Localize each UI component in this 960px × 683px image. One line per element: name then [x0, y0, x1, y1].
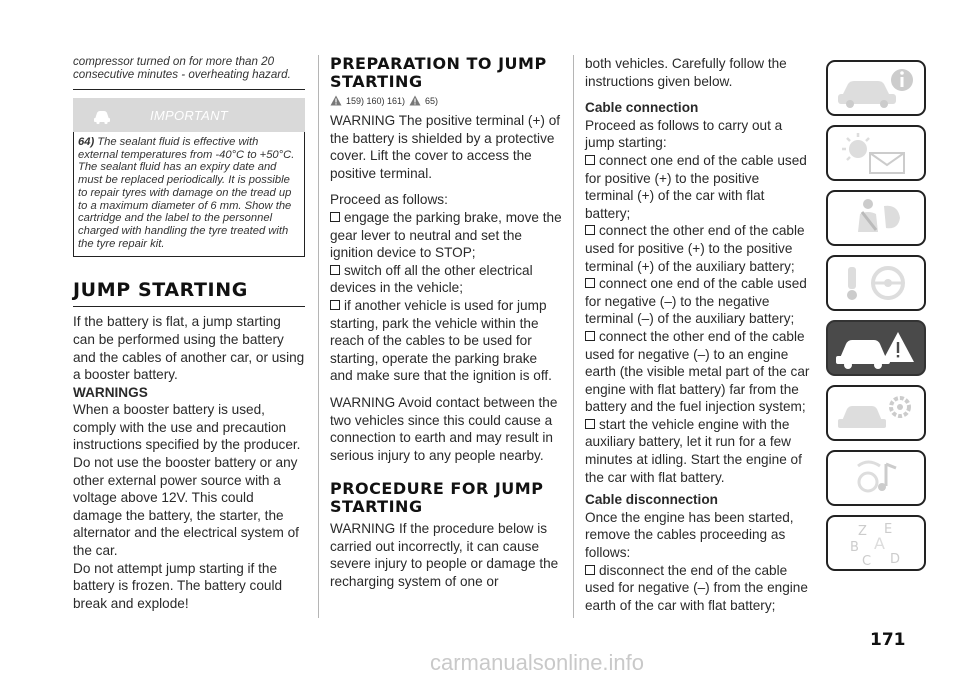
reference-numbers: 65) — [425, 95, 439, 106]
warning-triangle-icon — [330, 95, 342, 106]
tab-seatbelt-airbag[interactable] — [826, 190, 926, 246]
seatbelt-airbag-icon — [828, 192, 924, 244]
car-breakdown-warning-icon — [828, 322, 924, 374]
tab-breakdown[interactable] — [826, 320, 926, 376]
paragraph: Do not attempt jump starting if the battery is frozen. The battery could break and explode! — [73, 560, 283, 611]
checkbox-bullet-icon — [585, 331, 595, 341]
sun-message-icon — [828, 127, 924, 179]
note-number: 64) — [78, 136, 95, 148]
paragraph: Once the engine has been started, remove the cables proceeding as follows: — [585, 509, 794, 561]
list-item: if another vehicle is used for jump starting, park the vehicle within the reach of the cables to be used for starting, operate the parking brake and make sure that the ignition is off. — [330, 297, 552, 384]
paragraph: Proceed as follows: — [330, 192, 448, 208]
tab-key-steering[interactable] — [826, 255, 926, 311]
list-item: start the vehicle engine with the auxiliary battery, let it run for a few minutes at idling. Start the engine of the car with flat battery. — [585, 416, 802, 485]
tab-maintenance[interactable] — [826, 385, 926, 441]
svg-text:B: B — [850, 540, 859, 555]
checkbox-bullet-icon — [585, 155, 595, 165]
paragraph: WARNING If the procedure below is carried out incorrectly, it can cause severe injury to people or damage the recharging system of one or — [330, 521, 559, 590]
list-item: connect one end of the cable used for negative (–) to the negative terminal (–) of the auxiliary battery; — [585, 276, 807, 327]
warnings-title: WARNINGS — [73, 384, 148, 400]
svg-text:C: C — [862, 554, 872, 569]
checkbox-bullet-icon — [585, 419, 595, 429]
alphabetical-index-icon — [828, 517, 924, 569]
tab-multimedia[interactable] — [826, 450, 926, 506]
column-divider — [318, 55, 319, 618]
tab-car-info[interactable] — [826, 60, 926, 116]
svg-text:D: D — [890, 552, 901, 567]
column-left — [73, 55, 305, 612]
paragraph: If the battery is flat, a jump starting can be performed using the battery and the cables of another car, or using a booster battery. — [73, 314, 305, 383]
car-maintenance-gear-icon — [828, 387, 924, 439]
watermark: carmanualsonline.info — [430, 650, 645, 675]
note-text: The sealant fluid is effective with external temperatures from -40°C to +50°C. The sealant fluid has an expiry date and must be replaced periodically. It is possible to repair tyres with damage on the tread up to a maximum diameter of 6 mm. Show the cartridge and the label to the personnel charged with handling the tyre treated with the tyre repair kit. — [78, 136, 295, 250]
column-middle — [330, 55, 562, 591]
list-item: switch off all the other electrical devices in the vehicle; — [330, 262, 533, 296]
important-note — [73, 132, 305, 257]
checkbox-bullet-icon — [585, 225, 595, 235]
checkbox-bullet-icon — [585, 278, 595, 288]
list-item: connect the other end of the cable used for negative (–) to an engine earth (the visible metal part of the car engine with flat battery) far from the battery and the fuel injection system; — [585, 328, 810, 415]
multimedia-icon — [828, 452, 924, 504]
list-item: engage the parking brake, move the gear lever to neutral and set the ignition device to STOP; — [330, 209, 562, 261]
section-title-jump-starting: JUMP STARTING — [73, 279, 305, 307]
tab-index[interactable] — [826, 515, 926, 571]
checkbox-bullet-icon — [330, 300, 340, 310]
column-right — [585, 55, 811, 614]
paragraph: both vehicles. Carefully follow the instructions given below. — [585, 56, 787, 89]
list-item: disconnect the end of the cable used for negative (–) from the engine earth of the car with flat battery; — [585, 562, 808, 613]
paragraph: Do not use the booster battery or any other external power source with a voltage above 12V. This could damage the battery, the starter, the alternator and the electrical system of the car. — [73, 455, 299, 559]
key-steering-wheel-icon — [828, 257, 924, 309]
paragraph: When a booster battery is used, comply with the use and precaution instructions specified by the producer. — [73, 402, 301, 453]
chapter-tabs — [826, 60, 931, 580]
important-label: IMPORTANT — [149, 108, 229, 123]
checkbox-bullet-icon — [585, 565, 595, 575]
paragraph: WARNING Avoid contact between the two vehicles since this could cause a connection to earth and may result in serious injury to any people nearby. — [330, 394, 558, 463]
section-title-preparation: PREPARATION TO JUMP STARTING — [330, 54, 547, 91]
checkbox-bullet-icon — [330, 212, 340, 222]
subtitle-cable-connection: Cable connection — [585, 100, 699, 116]
svg-text:A: A — [874, 534, 885, 553]
list-item: connect the other end of the cable used for positive (+) to the positive terminal (+) of the auxiliary battery; — [585, 223, 805, 274]
important-header — [73, 98, 305, 132]
subtitle-cable-disconnection: Cable disconnection — [585, 492, 718, 508]
column-divider — [573, 55, 574, 618]
warning-references — [330, 95, 562, 106]
reference-numbers: 159) 160) 161) — [346, 95, 406, 106]
svg-text:Z: Z — [858, 524, 867, 539]
section-title-procedure: PROCEDURE FOR JUMP STARTING — [330, 479, 544, 517]
page-number: 171 — [870, 630, 906, 650]
svg-text:E: E — [884, 522, 893, 537]
checkbox-bullet-icon — [330, 265, 340, 275]
paragraph: Proceed as follows to carry out a jump starting: — [585, 117, 783, 151]
list-item: connect one end of the cable used for positive (+) to the positive terminal (+) of the car with flat battery; — [585, 152, 807, 221]
paragraph: WARNING The positive terminal (+) of the battery is shielded by a protective cover. Lift the cover to access the positive terminal. — [330, 113, 561, 181]
warning-triangle-icon — [409, 95, 421, 106]
car-info-icon — [828, 62, 924, 114]
tab-sun-message[interactable] — [826, 125, 926, 181]
intro-italic-text: compressor turned on for more than 20 consecutive minutes - overheating hazard. — [73, 55, 305, 90]
